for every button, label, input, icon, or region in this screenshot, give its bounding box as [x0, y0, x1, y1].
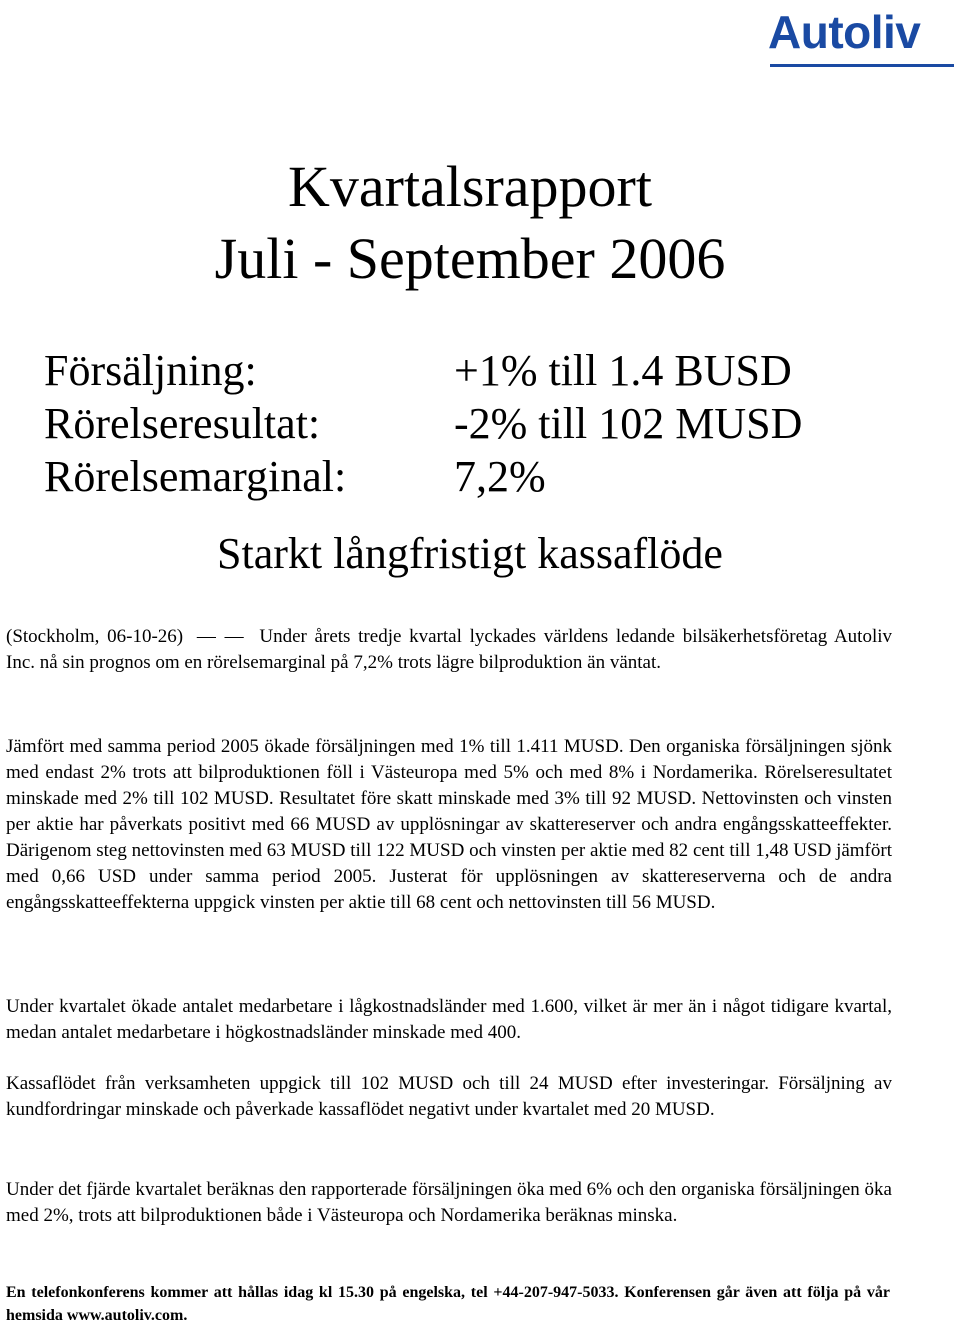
highlight-label: Rörelseresultat: — [44, 399, 321, 448]
paragraph-sales-results: Jämfört med samma period 2005 ökade försäljningen med 1% till 1.411 MUSD. Den organiska försäljningen sjönk med endast 2% trots att bilproduktionen föll i Västeuropa med 5% och med 8% i Nordamerika. Rörelseresultatet minskade med 2% till 102 MUSD. Resultatet före skatt minskade med 3% till 92 MUSD. Nettovinsten och vinsten per aktie har påverkats positivt med 66 MUSD av upplösningar av skattereserver och andra engångsskatteeffekter. Därigenom steg nettovinsten med 63 MUSD till 122 MUSD och vinsten per aktie med 82 cent till 1,48 USD jämfört med 0,66 USD under samma period 2005. Justerat för upplösningen av skattereserverna och de andra engångsskatteeffekterna uppgick vinsten per aktie till 68 cent och nettovinsten till 56 MUSD. — [6, 736, 892, 913]
highlight-label: Rörelsemarginal: — [44, 452, 347, 501]
paragraph-employees: Under kvartalet ökade antalet medarbetare i lågkostnadsländer med 1.600, vilket är mer än i något tidigare kvartal, medan antalet medarbetare i högkostnadsländer minskade med 400. — [6, 996, 892, 1043]
logo-text: Autoliv — [768, 6, 921, 58]
highlight-value: +1% till 1.4 BUSD — [454, 346, 792, 395]
paragraph-intro — [6, 624, 892, 676]
intro-text: Under årets tredje kvartal lyckades världens ledande bilsäkerhetsföretag Autoliv Inc. nå sin prognos om en rörelsemarginal på 7,2% trots lägre bilproduktion än väntat. — [6, 626, 892, 673]
dateline: (Stockholm, 06-10-26) — [6, 626, 184, 647]
paragraph-outlook: Under det fjärde kvartalet beräknas den rapporterade försäljningen öka med 6% och den organiska försäljningen öka med 2%, trots att bilproduktionen både i Västeuropa och Nordamerika beräknas minska. — [6, 1179, 892, 1226]
report-title: Kvartalsrapport — [288, 154, 652, 219]
autoliv-logo — [766, 4, 956, 68]
highlight-value: 7,2% — [454, 452, 546, 501]
paragraph-cash-flow: Kassaflödet från verksamheten uppgick till 102 MUSD och till 24 MUSD efter investeringar. Försäljning av kundfordringar minskade och påverkade kassaflödet negativt under kvartalet med 20 MUSD. — [6, 1073, 892, 1120]
logo-underline — [770, 64, 954, 67]
dateline-dash: — — — [196, 626, 246, 647]
highlight-value: -2% till 102 MUSD — [454, 399, 803, 448]
highlight-label: Försäljning: — [44, 346, 257, 395]
paragraph-conference-call: En telefonkonferens kommer att hållas idag kl 15.30 på engelska, tel +44-207-947-5033. Konferensen går även att följa på vår hemsida www.autoliv.com. — [6, 1284, 890, 1324]
headline-subtitle: Starkt långfristigt kassaflöde — [217, 529, 723, 578]
report-period: Juli - September 2006 — [214, 226, 726, 291]
